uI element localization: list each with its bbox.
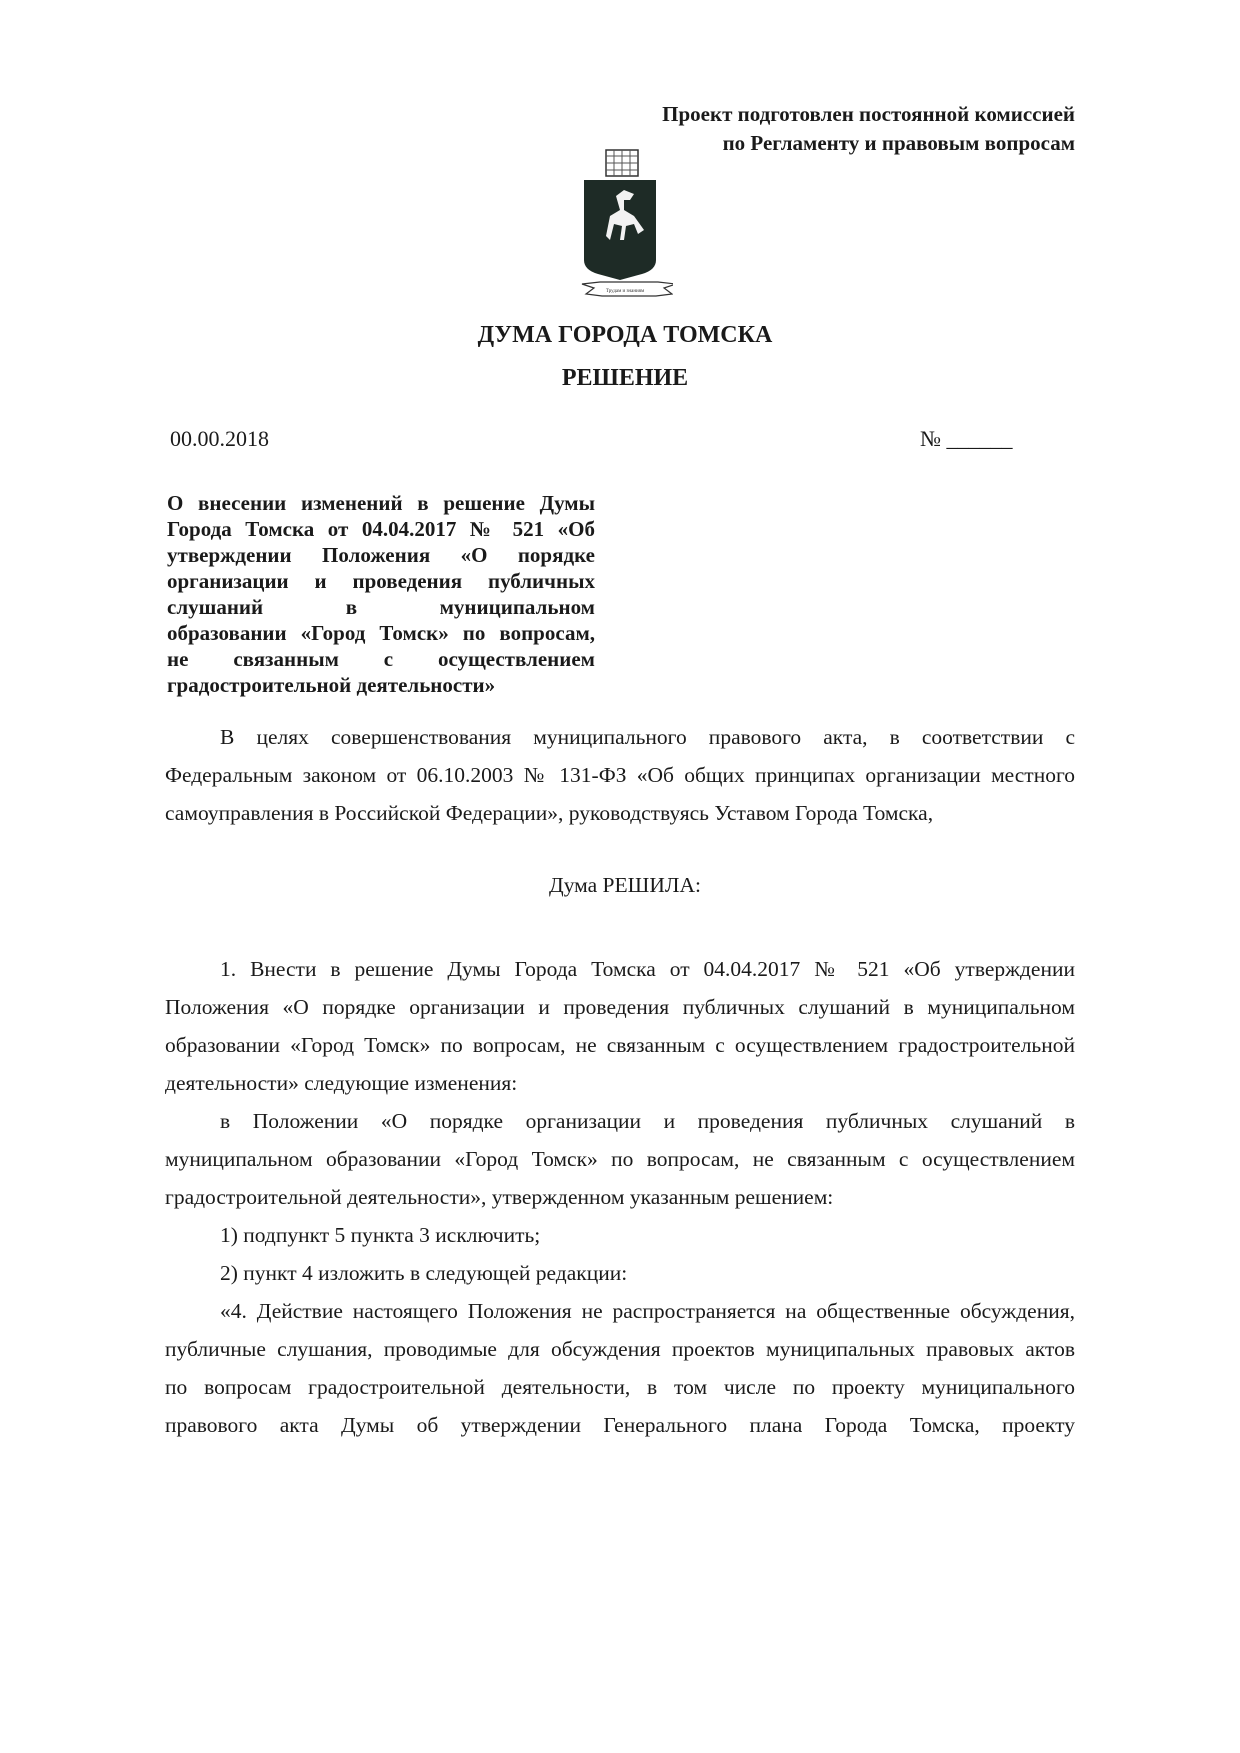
emblem-motto: Трудам и знаниям: [605, 289, 645, 294]
subject-line: О внесении изменений в решение Думы: [167, 491, 595, 515]
subject-line: не связанным с осуществлением: [167, 647, 595, 671]
subject-line: организации и проведения публичных: [167, 569, 595, 593]
clause-line: деятельности» следующие изменения:: [165, 1071, 518, 1095]
clause-line: муниципальном образовании «Город Томск» по вопросам, не связанным с осуществлением: [165, 1147, 1075, 1171]
clause-line: Положения «О порядке организации и проведения публичных слушаний в муниципальном: [165, 995, 1075, 1019]
clause-line: образовании «Город Томск» по вопросам, не связанным с осуществлением градостроительной: [165, 1033, 1075, 1057]
prepared-by-line-2: по Регламенту и правовым вопросам: [722, 131, 1075, 155]
preamble-line: Федеральным законом от 06.10.2003 № 131-ФЗ «Об общих принципах организации местного: [165, 763, 1075, 787]
clause-line: публичные слушания, проводимые для обсуждения проектов муниципальных правовых актов: [165, 1337, 1075, 1361]
tomsk-coat-of-arms: [578, 146, 673, 304]
org-title: ДУМА ГОРОДА ТОМСКА: [477, 322, 773, 348]
subject-line: Города Томска от 04.04.2017 № 521 «Об: [167, 517, 595, 541]
clause-line: 1. Внести в решение Думы Города Томска от 04.04.2017 № 521 «Об утверждении: [220, 957, 1075, 981]
preamble: [165, 718, 1075, 832]
clause-line: 1) подпункт 5 пункта 3 исключить;: [220, 1223, 541, 1247]
prepared-by-note: [662, 100, 1075, 158]
clause-1: [165, 950, 1075, 1444]
decided-heading: Дума РЕШИЛА:: [549, 873, 701, 897]
clause-line: «4. Действие настоящего Положения не распространяется на общественные обсуждения,: [220, 1299, 1075, 1323]
prepared-by-line-1: Проект подготовлен постоянной комиссией: [662, 102, 1075, 126]
document-type: РЕШЕНИЕ: [561, 365, 689, 391]
document-number: № ______: [920, 426, 1013, 451]
preamble-line: В целях совершенствования муниципального правового акта, в соответствии с: [220, 725, 1075, 749]
subject-line: слушаний в муниципальном: [167, 595, 595, 619]
subject-line: образовании «Город Томск» по вопросам,: [167, 621, 595, 645]
clause-line: 2) пункт 4 изложить в следующей редакции:: [220, 1261, 628, 1285]
preamble-line: самоуправления в Российской Федерации», руководствуясь Уставом Города Томска,: [165, 801, 934, 825]
subject-line: градостроительной деятельности»: [167, 673, 496, 697]
clause-line: по вопросам градостроительной деятельности, в том числе по проекту муниципального: [165, 1375, 1075, 1399]
document-date: 00.00.2018: [170, 426, 269, 451]
document-subject: [167, 490, 595, 698]
subject-line: утверждении Положения «О порядке: [167, 543, 595, 567]
clause-line: правового акта Думы об утверждении Генерального плана Города Томска, проекту: [165, 1413, 1075, 1437]
clause-line: в Положении «О порядке организации и проведения публичных слушаний в: [220, 1109, 1075, 1133]
clause-line: градостроительной деятельности», утвержденном указанным решением:: [165, 1185, 834, 1209]
